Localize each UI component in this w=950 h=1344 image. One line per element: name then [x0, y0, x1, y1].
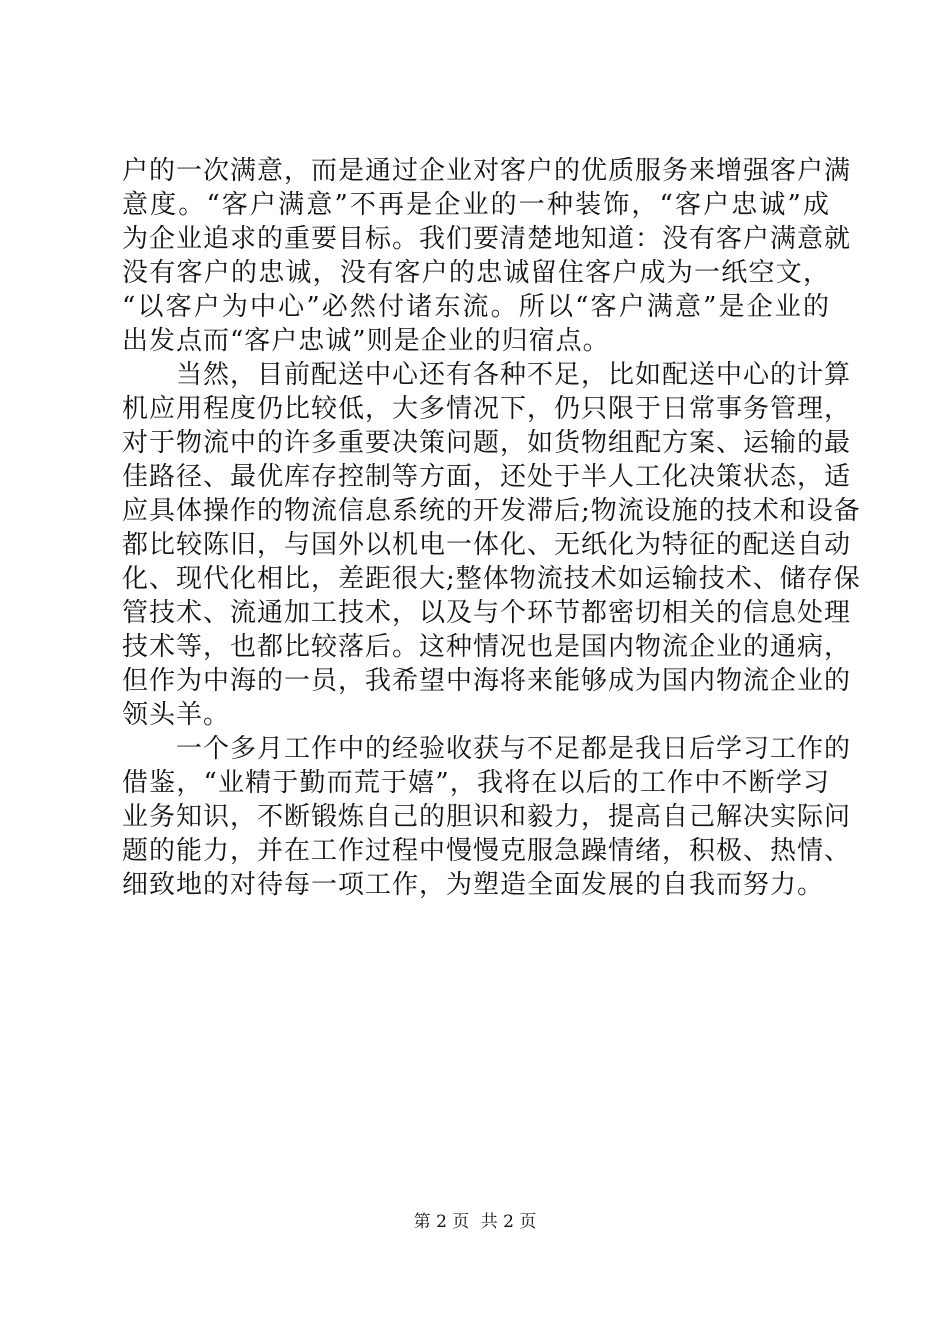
text-line: 意度。“客户满意”不再是企业的一种装饰，“客户忠诚”成 [122, 190, 830, 220]
text-line: 为企业追求的重要目标。我们要清楚地知道：没有客户满意就 [122, 224, 852, 254]
text-line: 管技术、流通加工技术，以及与个环节都密切相关的信息处理 [122, 598, 852, 628]
text-line: 一个多月工作中的经验收获与不足都是我日后学习工作的 [122, 734, 852, 764]
page-total: 共 2 页 [480, 1212, 537, 1232]
text-line: 佳路径、最优库存控制等方面，还处于半人工化决策状态，适 [122, 462, 852, 492]
page-number: 第 2 页 [413, 1212, 470, 1232]
text-line: 没有客户的忠诚，没有客户的忠诚留住客户成为一纸空文， [122, 258, 830, 288]
text-line: 应具体操作的物流信息系统的开发滞后;物流设施的技术和设备 [122, 496, 861, 526]
paragraph [122, 358, 861, 732]
text-line: 化、现代化相比，差距很大;整体物流技术如运输技术、储存保 [122, 564, 861, 594]
text-line: 技术等，也都比较落后。这种情况也是国内物流企业的通病， [122, 632, 852, 662]
text-line: 但作为中海的一员，我希望中海将来能够成为国内物流企业的 [122, 666, 852, 696]
text-line: 业务知识，不断锻炼自己的胆识和毅力，提高自己解决实际问 [122, 802, 852, 832]
text-line: 借鉴，“业精于勤而荒于嬉”，我将在以后的工作中不断学习 [122, 768, 830, 798]
text-line: 题的能力，并在工作过程中慢慢克服急躁情绪，积极、热情、 [122, 836, 852, 866]
text-line: 机应用程度仍比较低，大多情况下，仍只限于日常事务管理， [122, 394, 852, 424]
text-line: 出发点而“客户忠诚”则是企业的归宿点。 [122, 326, 610, 356]
text-line: 户的一次满意，而是通过企业对客户的优质服务来增强客户满 [122, 156, 852, 186]
text-line: 都比较陈旧，与国外以机电一体化、无纸化为特征的配送自动 [122, 530, 852, 560]
text-line: “以客户为中心”必然付诸东流。所以“客户满意”是企业的 [122, 292, 830, 322]
text-line: 当然，目前配送中心还有各种不足，比如配送中心的计算 [122, 360, 852, 390]
text-line: 细致地的对待每一项工作，为塑造全面发展的自我而努力。 [122, 870, 825, 900]
document-body [122, 154, 861, 902]
text-line: 对于物流中的许多重要决策问题，如货物组配方案、运输的最 [122, 428, 852, 458]
text-line: 领头羊。 [122, 700, 231, 730]
page-footer [0, 1211, 950, 1233]
paragraph [122, 732, 852, 902]
paragraph [122, 154, 852, 358]
